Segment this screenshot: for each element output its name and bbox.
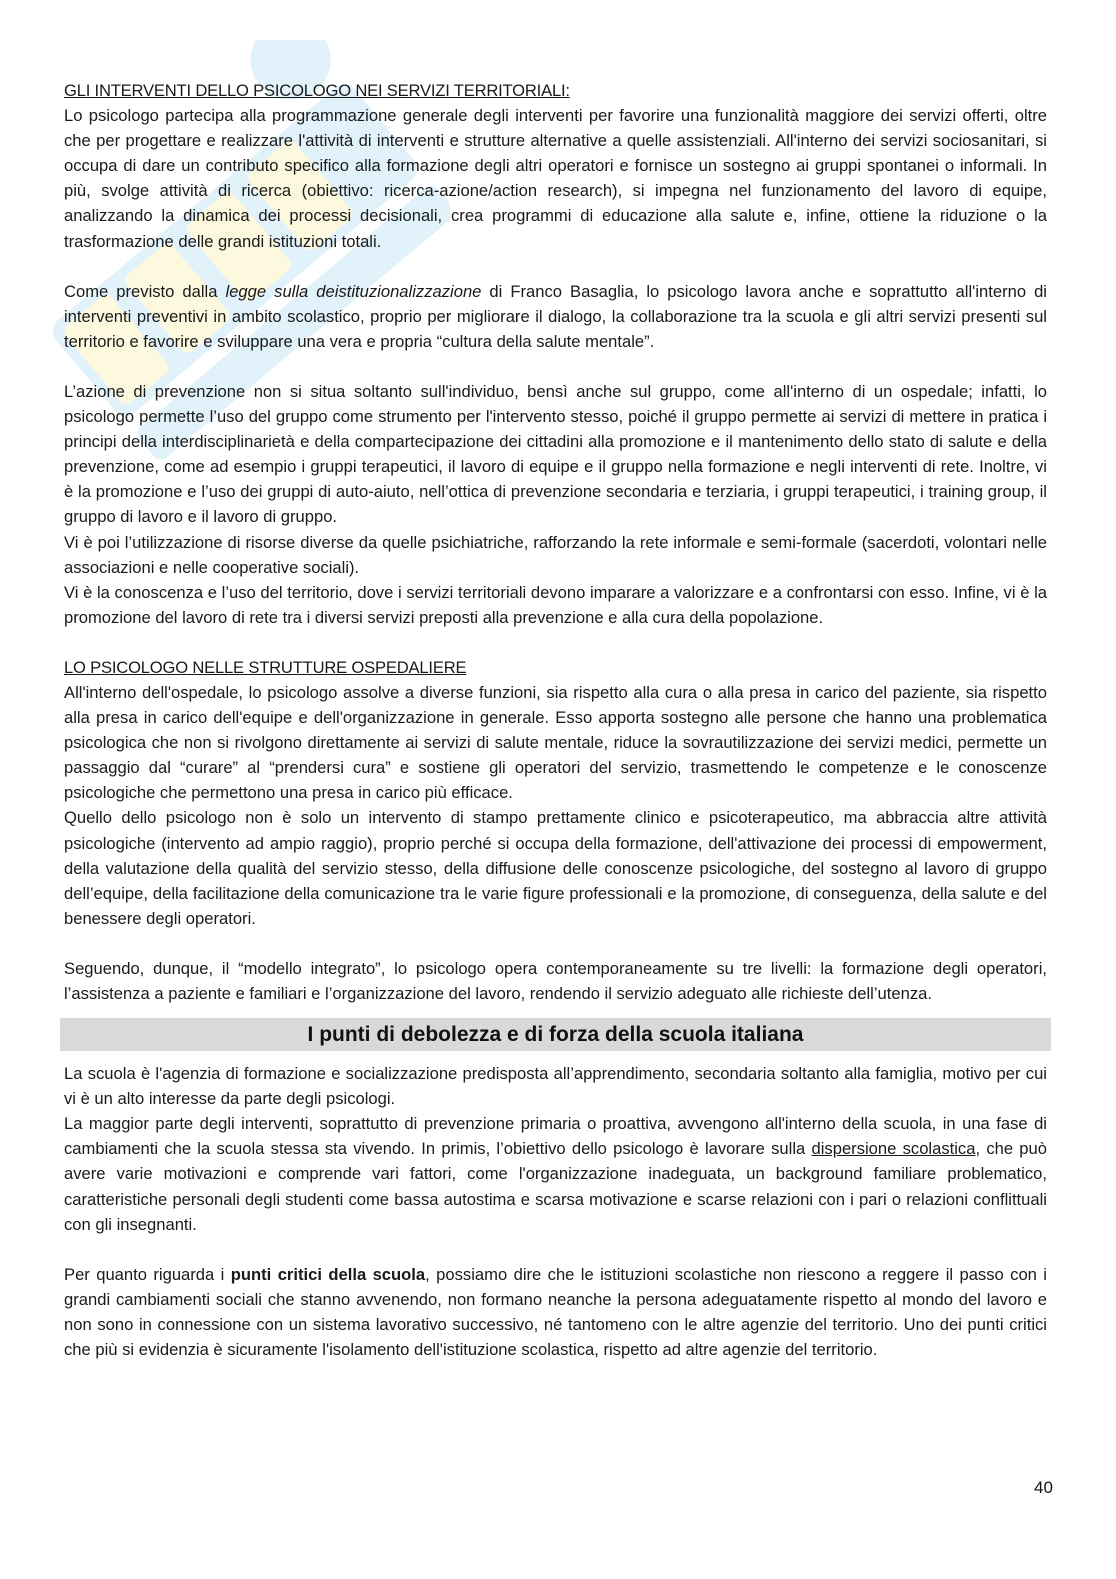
italic-term: legge sulla deistituzionalizzazione <box>225 281 482 301</box>
paragraph: Vi è la conoscenza e l’uso del territorio, dove i servizi territoriali devono imparare a valorizzare e a confrontarsi con esso. Infine, vi è la promozione del lavoro di rete tra i diversi servizi preposti alla prevenzione e alla cura della popolazione. <box>64 582 1047 627</box>
paragraph: Seguendo, dunque, il “modello integrato”, lo psicologo opera contemporaneamente su tre livelli: la formazione degli operatori, l’assistenza a paziente e familiari e l’organizzazione del lavoro, rendendo il servizio adeguato alle richieste dell’utenza. <box>64 958 1047 1003</box>
paragraph: L’azione di prevenzione non si situa soltanto sull'individuo, bensì anche sul gruppo, come all'interno di un ospedale; infatti, lo psicologo permette l’uso del gruppo come strumento per l'intervento stesso, poiché il gruppo permette ai servizi di mettere in pratica i principi della interdisciplinarietà e della compartecipazione dei cittadini alla promozione e il mantenimento dello stato di salute e della prevenzione, come ad esempio i gruppi terapeutici, il lavoro di equipe e il gruppo nella formazione e negli interventi di rete. Inoltre, vi è la promozione e l’uso dei gruppi di auto-aiuto, nell’ottica di prevenzione secondaria e terziaria, i gruppi terapeutici, i training group, il gruppo di lavoro e il lavoro di gruppo. <box>64 381 1047 527</box>
paragraph: Vi è poi l’utilizzazione di risorse diverse da quelle psichiatriche, rafforzando la rete informale e semi-formale (sacerdoti, volontari nelle associazioni e nelle cooperative sociali). <box>64 532 1047 577</box>
paragraph <box>64 1262 1047 1362</box>
text-run: di Franco Basaglia, lo psicologo lavora anche e soprattutto all'interno di interventi preventivi in ambito scolastico, proprio per migliorare il dialogo, la collaborazione tra la scuola e gli altri servizi presenti sul territorio e favorire e sviluppare una vera e propria “cultura della salute mentale”. <box>64 281 1047 351</box>
text-run: Come previsto dalla <box>64 281 226 301</box>
text-run: , possiamo dire che le istituzioni scolastiche non riescono a reggere il passo con i grandi cambiamenti sociali che stanno avvenendo, non formano neanche la persona adeguatamente rispetto al mondo del lavoro e non sono in connessione con un sistema lavorativo successivo, né tantomeno con le altre agenzie del territorio. Uno dei punti critici che più si evidenzia è sicuramente l'isolamento dell'istituzione scolastica, rispetto ad altre agenzie del territorio. <box>64 1264 1047 1360</box>
paragraph: Quello dello psicologo non è solo un intervento di stampo prettamente clinico e psicoterapeutico, ma abbraccia altre attività psicologiche (intervento ad ampio raggio), proprio perché si occupa della formazione, dell'attivazione dei processi di empowerment, della valutazione della qualità del servizio stesso, della diffusione delle conoscenze psicologiche, del sostegno al lavoro di gruppo dell’equipe, della facilitazione della comunicazione tra le varie figure professionali e la promozione, di conseguenza, della salute e del benessere degli operatori. <box>64 808 1047 928</box>
paragraph: All'interno dell'ospedale, lo psicologo assolve a diverse funzioni, sia rispetto alla cura o alla presa in carico del paziente, sia rispetto alla presa in carico dell'equipe e dell'organizzazione in generale. Esso apporta sostegno alle persone che hanno una problematica psicologica che non si rivolgono direttamente ai servizi di salute mentale, riduce la sovrautilizzazione dei servizi medici, permette un passaggio dal “curare” al “prendersi cura” e sostiene gli operatori del servizio, trasmettendo le competenze e le conoscenze psicologiche che permettono una presa in carico più efficace. <box>64 682 1047 803</box>
text-run: , che può avere varie motivazioni e comprende vari fattori, come l'organizzazione inadeguata, un background familiare problematico, caratteristiche personali degli studenti come bassa autostima e scarsa motivazione e scarse relazioni con i pari o relazioni conflittuali con gli insegnanti. <box>64 1139 1047 1234</box>
paragraph: La scuola è l'agenzia di formazione e socializzazione predisposta all’apprendimento, secondaria soltanto alla famiglia, motivo per cui vi è un alto interesse da parte degli psicologi. <box>64 1064 1047 1109</box>
section-heading-territorial: GLI INTERVENTI DELLO PSICOLOGO NEI SERVIZI TERRITORIALI: <box>64 81 570 100</box>
text-run: Per quanto riguarda i <box>64 1264 231 1284</box>
section-title-bar: I punti di debolezza e di forza della scuola italiana <box>60 1018 1051 1051</box>
bold-term: punti critici della scuola <box>230 1264 426 1284</box>
document-page <box>64 78 1047 1362</box>
paragraph <box>64 279 1047 354</box>
paragraph: Lo psicologo partecipa alla programmazione generale degli interventi per favorire una funzionalità maggiore dei servizi offerti, oltre che per progettare e realizzare l'attività di interventi e strutture alternative a quelle assistenziali. All'interno dei servizi sociosanitari, si occupa di dare un contributo specifico alla formazione degli altri operatori e fornisce un sostegno ai gruppi spontanei o informali. In più, svolge attività di ricerca (obiettivo: ricerca-azione/action research), si impegna nel funzionamento del lavoro di equipe, analizzando la dinamica dei processi decisionali, crea programmi di educazione alla salute e, infine, ottiene la riduzione o la trasformazione delle grandi istituzioni totali. <box>64 106 1047 251</box>
paragraph <box>64 1111 1047 1236</box>
text-run: La maggior parte degli interventi, soprattutto di prevenzione primaria o proattiva, avvengono all'interno della scuola, in una fase di cambiamenti che la scuola stessa sta vivendo. In primis, l’obiettivo dello psicologo è lavorare sulla <box>64 1114 1047 1159</box>
underlined-term: dispersione scolastica <box>811 1139 976 1159</box>
page-number: 40 <box>1034 1478 1053 1497</box>
section-heading-hospital: LO PSICOLOGO NELLE STRUTTURE OSPEDALIERE <box>64 657 467 677</box>
